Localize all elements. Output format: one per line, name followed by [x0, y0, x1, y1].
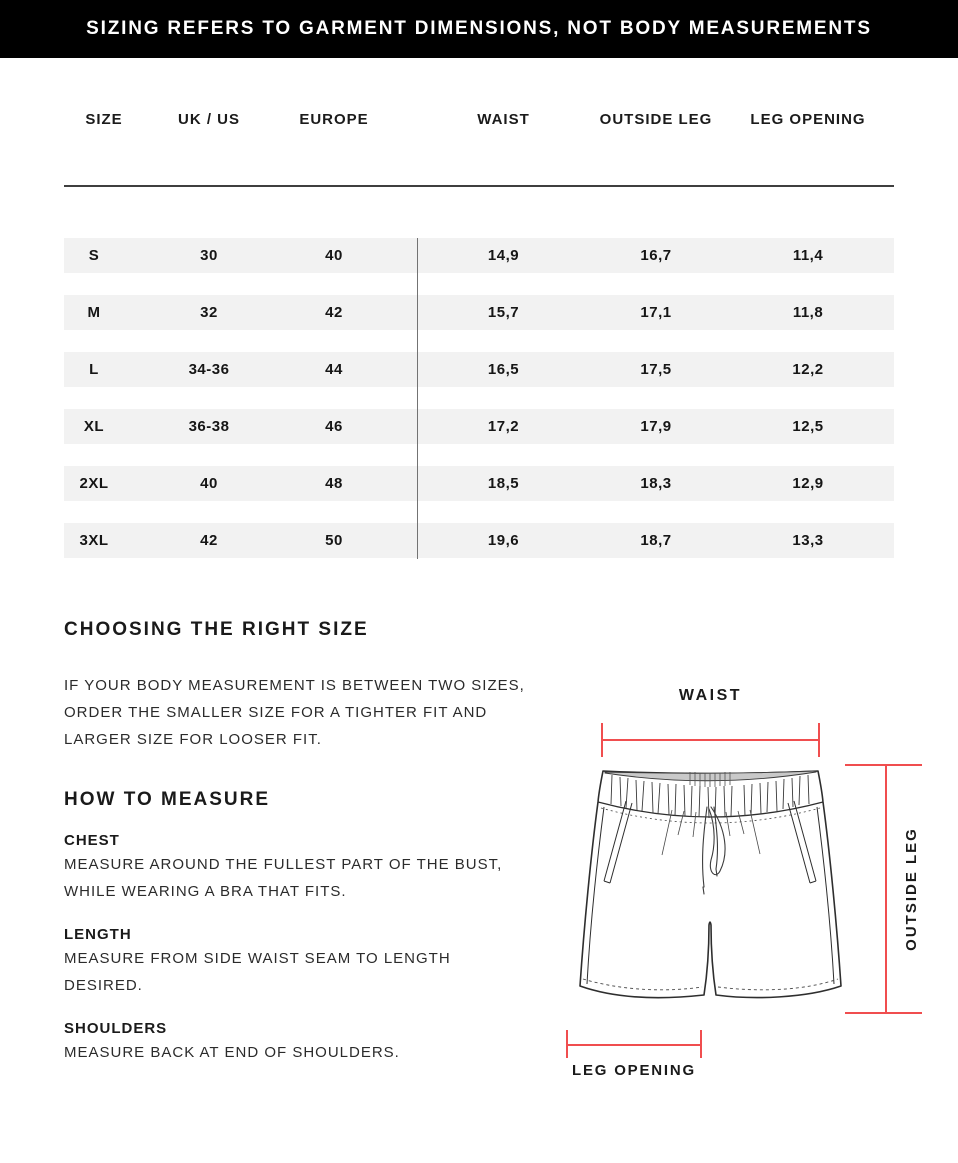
cell-europe: 48	[325, 475, 343, 492]
cell-europe: 44	[325, 361, 343, 378]
leg-opening-measure-tick-left	[566, 1030, 568, 1058]
cell-waist: 16,5	[487, 361, 520, 378]
cell-waist: 17,2	[487, 418, 520, 435]
measure-item-chest	[64, 831, 545, 905]
paragraph-line: LARGER SIZE FOR LOOSER FIT.	[64, 731, 322, 748]
measure-item-label: LENGTH	[64, 926, 132, 943]
outside-leg-measure-line	[885, 764, 887, 1014]
cell-size: S	[88, 247, 100, 264]
measure-item-line: MEASURE FROM SIDE WAIST SEAM TO LENGTH	[64, 950, 451, 967]
measure-item-line: WHILE WEARING A BRA THAT FITS.	[64, 883, 347, 900]
sizing-disclaimer-banner	[0, 0, 958, 58]
table-row	[64, 238, 894, 273]
cell-leg-opening: 12,2	[792, 361, 824, 378]
header-outside-leg: OUTSIDE LEG	[599, 111, 713, 128]
cell-uk-us: 34-36	[188, 361, 230, 378]
table-row	[64, 466, 894, 501]
cell-outside-leg: 18,3	[640, 475, 672, 492]
measure-item-label: CHEST	[64, 832, 120, 849]
cell-uk-us: 42	[200, 532, 218, 549]
table-column-divider	[417, 238, 418, 559]
table-row	[64, 295, 894, 330]
cell-leg-opening: 12,5	[792, 418, 824, 435]
paragraph-line: IF YOUR BODY MEASUREMENT IS BETWEEN TWO SIZES,	[64, 677, 525, 694]
cell-europe: 40	[325, 247, 343, 264]
cell-outside-leg: 16,7	[640, 247, 672, 264]
cell-uk-us: 36-38	[188, 418, 230, 435]
cell-size: 3XL	[79, 532, 109, 549]
header-uk-us: UK / US	[177, 111, 240, 128]
header-europe: EUROPE	[299, 111, 369, 128]
cell-outside-leg: 17,5	[640, 361, 672, 378]
size-table	[64, 58, 894, 558]
measure-item-length	[64, 925, 545, 999]
leg-opening-measure-tick-right	[700, 1030, 702, 1058]
info-text-column	[64, 619, 545, 1124]
cell-size: M	[87, 304, 101, 321]
waist-measure-tick-left	[601, 723, 603, 757]
waist-measure-line	[601, 739, 820, 741]
cell-waist: 19,6	[487, 532, 520, 549]
cell-waist: 18,5	[487, 475, 520, 492]
cell-europe: 50	[325, 532, 343, 549]
header-leg-opening: LEG OPENING	[750, 111, 866, 128]
cell-leg-opening: 11,4	[792, 247, 824, 264]
cell-uk-us: 40	[200, 475, 218, 492]
size-table-header	[64, 58, 894, 130]
cell-outside-leg: 17,1	[640, 304, 672, 321]
cell-outside-leg: 17,9	[640, 418, 672, 435]
header-waist: WAIST	[477, 111, 530, 128]
leg-opening-diagram-label: LEG OPENING	[572, 1062, 696, 1079]
measure-item-label: SHOULDERS	[64, 1020, 168, 1037]
cell-size: 2XL	[79, 475, 109, 492]
cell-europe: 42	[325, 304, 343, 321]
measure-item-line: DESIRED.	[64, 977, 143, 994]
size-table-body	[64, 238, 894, 558]
cell-leg-opening: 12,9	[792, 475, 824, 492]
table-row	[64, 409, 894, 444]
choosing-size-paragraph	[64, 672, 545, 753]
measure-item-line: MEASURE BACK AT END OF SHOULDERS.	[64, 1044, 400, 1061]
choosing-size-title: CHOOSING THE RIGHT SIZE	[64, 619, 369, 640]
banner-text: SIZING REFERS TO GARMENT DIMENSIONS, NOT BODY MEASUREMENTS	[86, 18, 872, 39]
measure-item-line: MEASURE AROUND THE FULLEST PART OF THE BUST,	[64, 856, 503, 873]
header-size: SIZE	[85, 111, 123, 128]
shorts-illustration	[558, 759, 862, 1019]
size-guide-info	[64, 619, 958, 1124]
cell-size: L	[89, 361, 99, 378]
cell-leg-opening: 11,8	[792, 304, 824, 321]
cell-leg-opening: 13,3	[792, 532, 824, 549]
cell-uk-us: 32	[200, 304, 218, 321]
paragraph-line: ORDER THE SMALLER SIZE FOR A TIGHTER FIT AND	[64, 704, 488, 721]
measurement-diagram	[545, 619, 958, 1124]
table-row	[64, 352, 894, 387]
how-to-measure-title: HOW TO MEASURE	[64, 789, 271, 810]
outside-leg-diagram-label: OUTSIDE LEG	[903, 827, 920, 951]
cell-europe: 46	[325, 418, 343, 435]
cell-waist: 15,7	[487, 304, 520, 321]
table-top-rule	[64, 185, 894, 187]
cell-size: XL	[83, 418, 105, 435]
measure-item-shoulders	[64, 1019, 545, 1066]
header-spacer	[394, 110, 417, 130]
cell-outside-leg: 18,7	[640, 532, 672, 549]
waist-diagram-label: WAIST	[678, 687, 743, 704]
leg-opening-measure-line	[566, 1044, 702, 1046]
cell-waist: 14,9	[487, 247, 520, 264]
waist-measure-tick-right	[818, 723, 820, 757]
cell-uk-us: 30	[200, 247, 218, 264]
table-row	[64, 523, 894, 558]
